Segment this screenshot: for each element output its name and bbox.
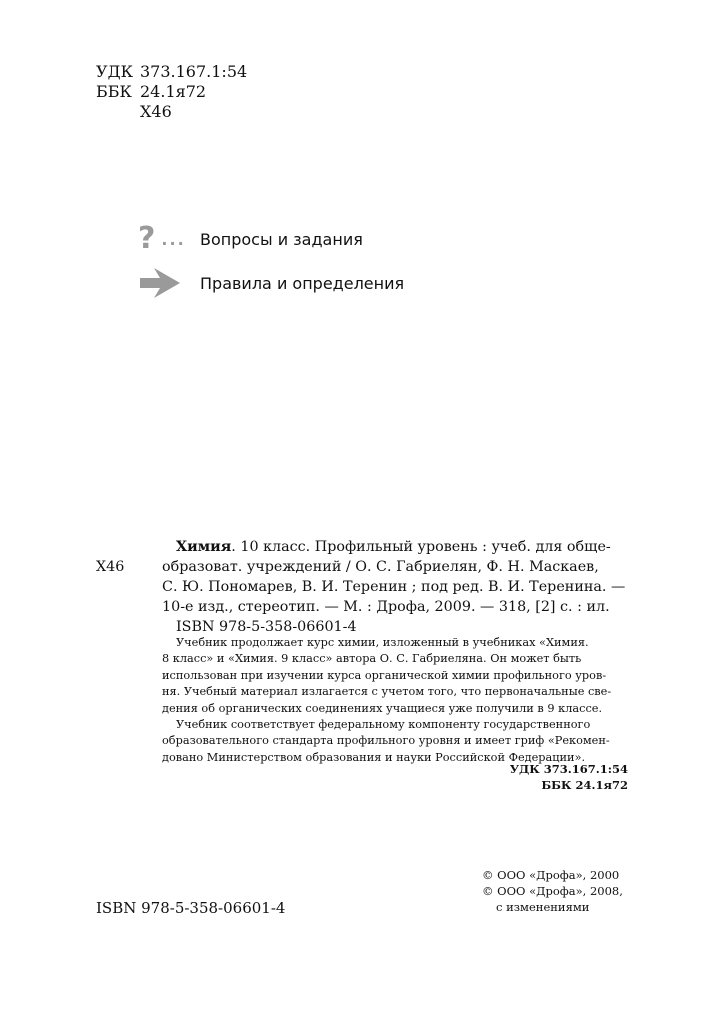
question-dots-icon	[138, 222, 200, 256]
question-mark-glyph: ?	[138, 221, 156, 256]
annotation-line: образовательного стандарта профильного уровня и имеет гриф «Рекомен-	[162, 734, 610, 748]
annotation-line: довано Министерством образования и науки Российской Федерации».	[162, 750, 586, 764]
author-mark: Х46	[140, 102, 172, 121]
udk-row	[96, 62, 247, 82]
annotation-line: Учебник соответствует федеральному компоненту государственного	[176, 718, 591, 732]
legend-questions-label: Вопросы и задания	[200, 229, 363, 249]
bibliographic-entry	[96, 537, 636, 637]
annotation-line: Учебник продолжает курс химии, изложенный в учебниках «Химия.	[176, 636, 589, 649]
bbk-label: ББК	[96, 82, 132, 101]
biblio-line-3: С. Ю. Пономарев, В. И. Теренин ; под ред. В. И. Теренина. —	[162, 579, 626, 595]
legend-rules-label: Правила и определения	[200, 273, 405, 293]
udk-footer: УДК 373.167.1:54	[509, 762, 628, 776]
legend-questions	[138, 222, 363, 256]
biblio-isbn: ISBN 978-5-358-06601-4	[176, 619, 357, 635]
biblio-line-1-rest: . 10 класс. Профильный уровень : учеб. для обще-	[231, 539, 611, 555]
dots-glyph: ...	[161, 229, 186, 249]
biblio-line-1	[162, 537, 636, 557]
annotation-line: 8 класс» и «Химия. 9 класс» автора О. С. Габриеляна. Он может быть	[162, 652, 582, 666]
arrow-right-icon	[138, 266, 200, 300]
biblio-line-2: образоват. учреждений / О. С. Габриелян, Ф. Н. Маскаев,	[162, 559, 599, 575]
annotation-line: ня. Учебный материал излагается с учетом того, что первоначальные све-	[162, 685, 612, 699]
isbn-bottom: ISBN 978-5-358-06601-4	[96, 899, 286, 917]
copyright-block	[482, 867, 623, 915]
classification-block	[96, 62, 247, 122]
biblio-author-mark: Х46	[96, 559, 125, 575]
copyright-line-3: с изменениями	[496, 900, 590, 914]
bbk-row	[96, 82, 247, 102]
annotation-line: использован при изучении курса органической химии профильного уров-	[162, 668, 607, 682]
classification-footer	[510, 761, 628, 793]
legend-rules	[138, 266, 404, 300]
copyright-line-1: © ООО «Дрофа», 2000	[482, 868, 620, 882]
udk-label: УДК	[96, 62, 133, 81]
annotation	[162, 635, 628, 766]
book-title: Химия	[176, 539, 232, 555]
biblio-line-4: 10-е изд., стереотип. — М. : Дрофа, 2009. — 318, [2] с. : ил.	[162, 599, 610, 615]
bbk-value: 24.1я72	[140, 82, 207, 101]
bbk-footer: ББК 24.1я72	[541, 778, 628, 792]
copyright-line-2: © ООО «Дрофа», 2008,	[482, 884, 623, 898]
udk-value: 373.167.1:54	[140, 62, 248, 81]
annotation-line: дения об органических соединениях учащиеся уже получили в 9 классе.	[162, 701, 603, 715]
